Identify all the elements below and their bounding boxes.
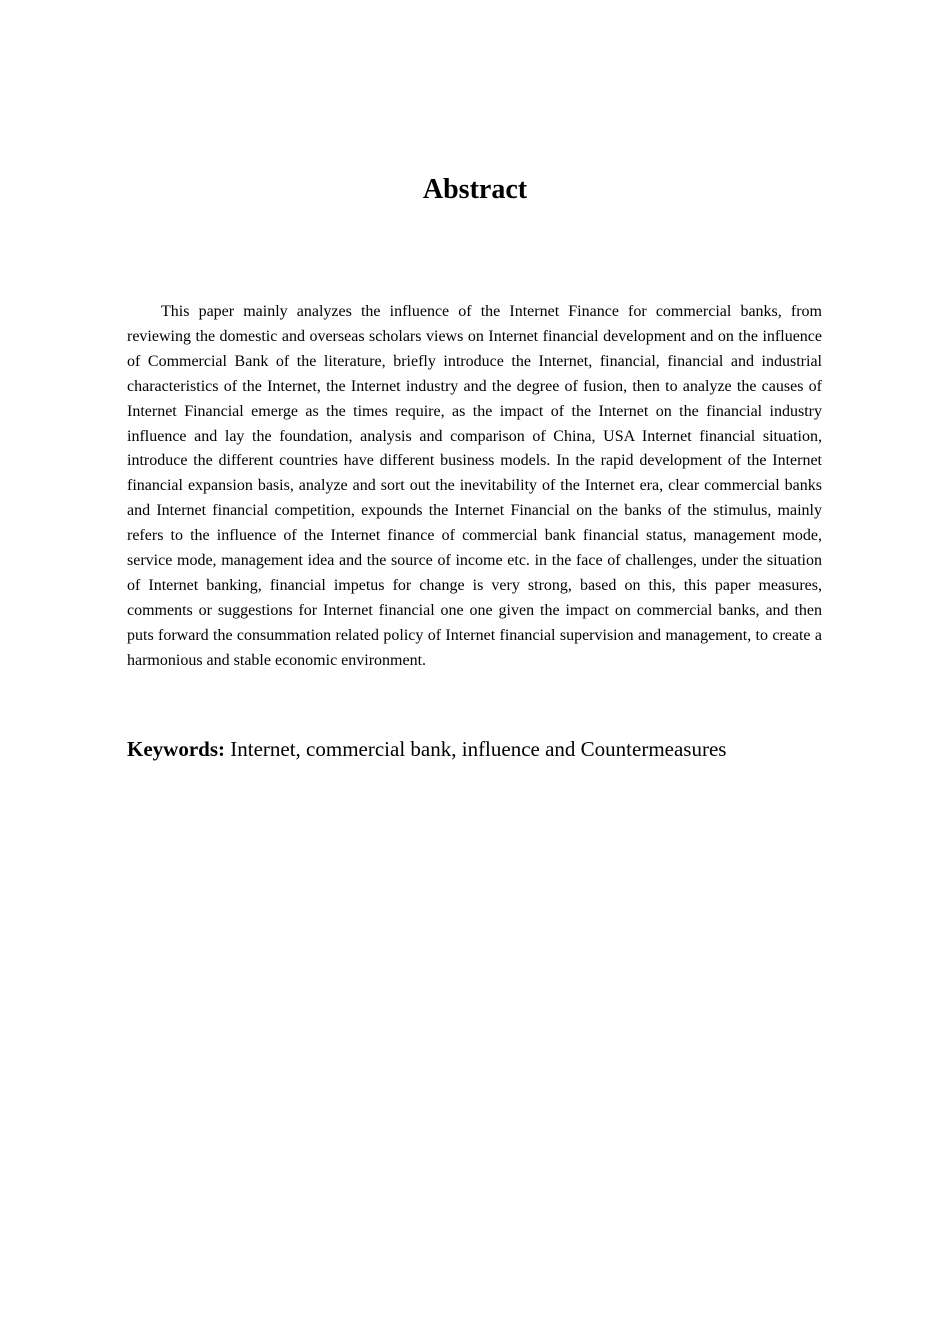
keywords-text: Internet, commercial bank, influence and Countermeasures <box>230 737 727 761</box>
abstract-title: Abstract <box>422 174 528 205</box>
keywords-line <box>127 735 827 763</box>
keywords-label: Keywords: <box>127 737 225 761</box>
abstract-body: This paper mainly analyzes the influence of the Internet Finance for commercial banks, from reviewing the domestic and overseas scholars views on Internet financial development and on the influence of Commercial Bank of the literature, briefly introduce the Internet, financial, financial and industrial characteristics of the Internet, the Internet industry and the degree of fusion, then to analyze the causes of Internet Financial emerge as the times require, as the impact of the Internet on the financial industry influence and lay the foundation, analysis and comparison of China, USA Internet financial situation, introduce the different countries have different business models. In the rapid development of the Internet financial expansion basis, analyze and sort out the inevitability of the Internet era, clear commercial banks and Internet financial competition, expounds the Internet Financial on the banks of the stimulus, mainly refers to the influence of the Internet finance of commercial bank financial status, management mode, service mode, management idea and the source of income etc. in the face of challenges, under the situation of Internet banking, financial impetus for change is very strong, based on this, this paper measures, comments or suggestions for Internet financial one one given the impact on commercial banks, and then puts forward the consummation related policy of Internet financial supervision and management, to create a harmonious and stable economic environment. <box>127 303 822 669</box>
